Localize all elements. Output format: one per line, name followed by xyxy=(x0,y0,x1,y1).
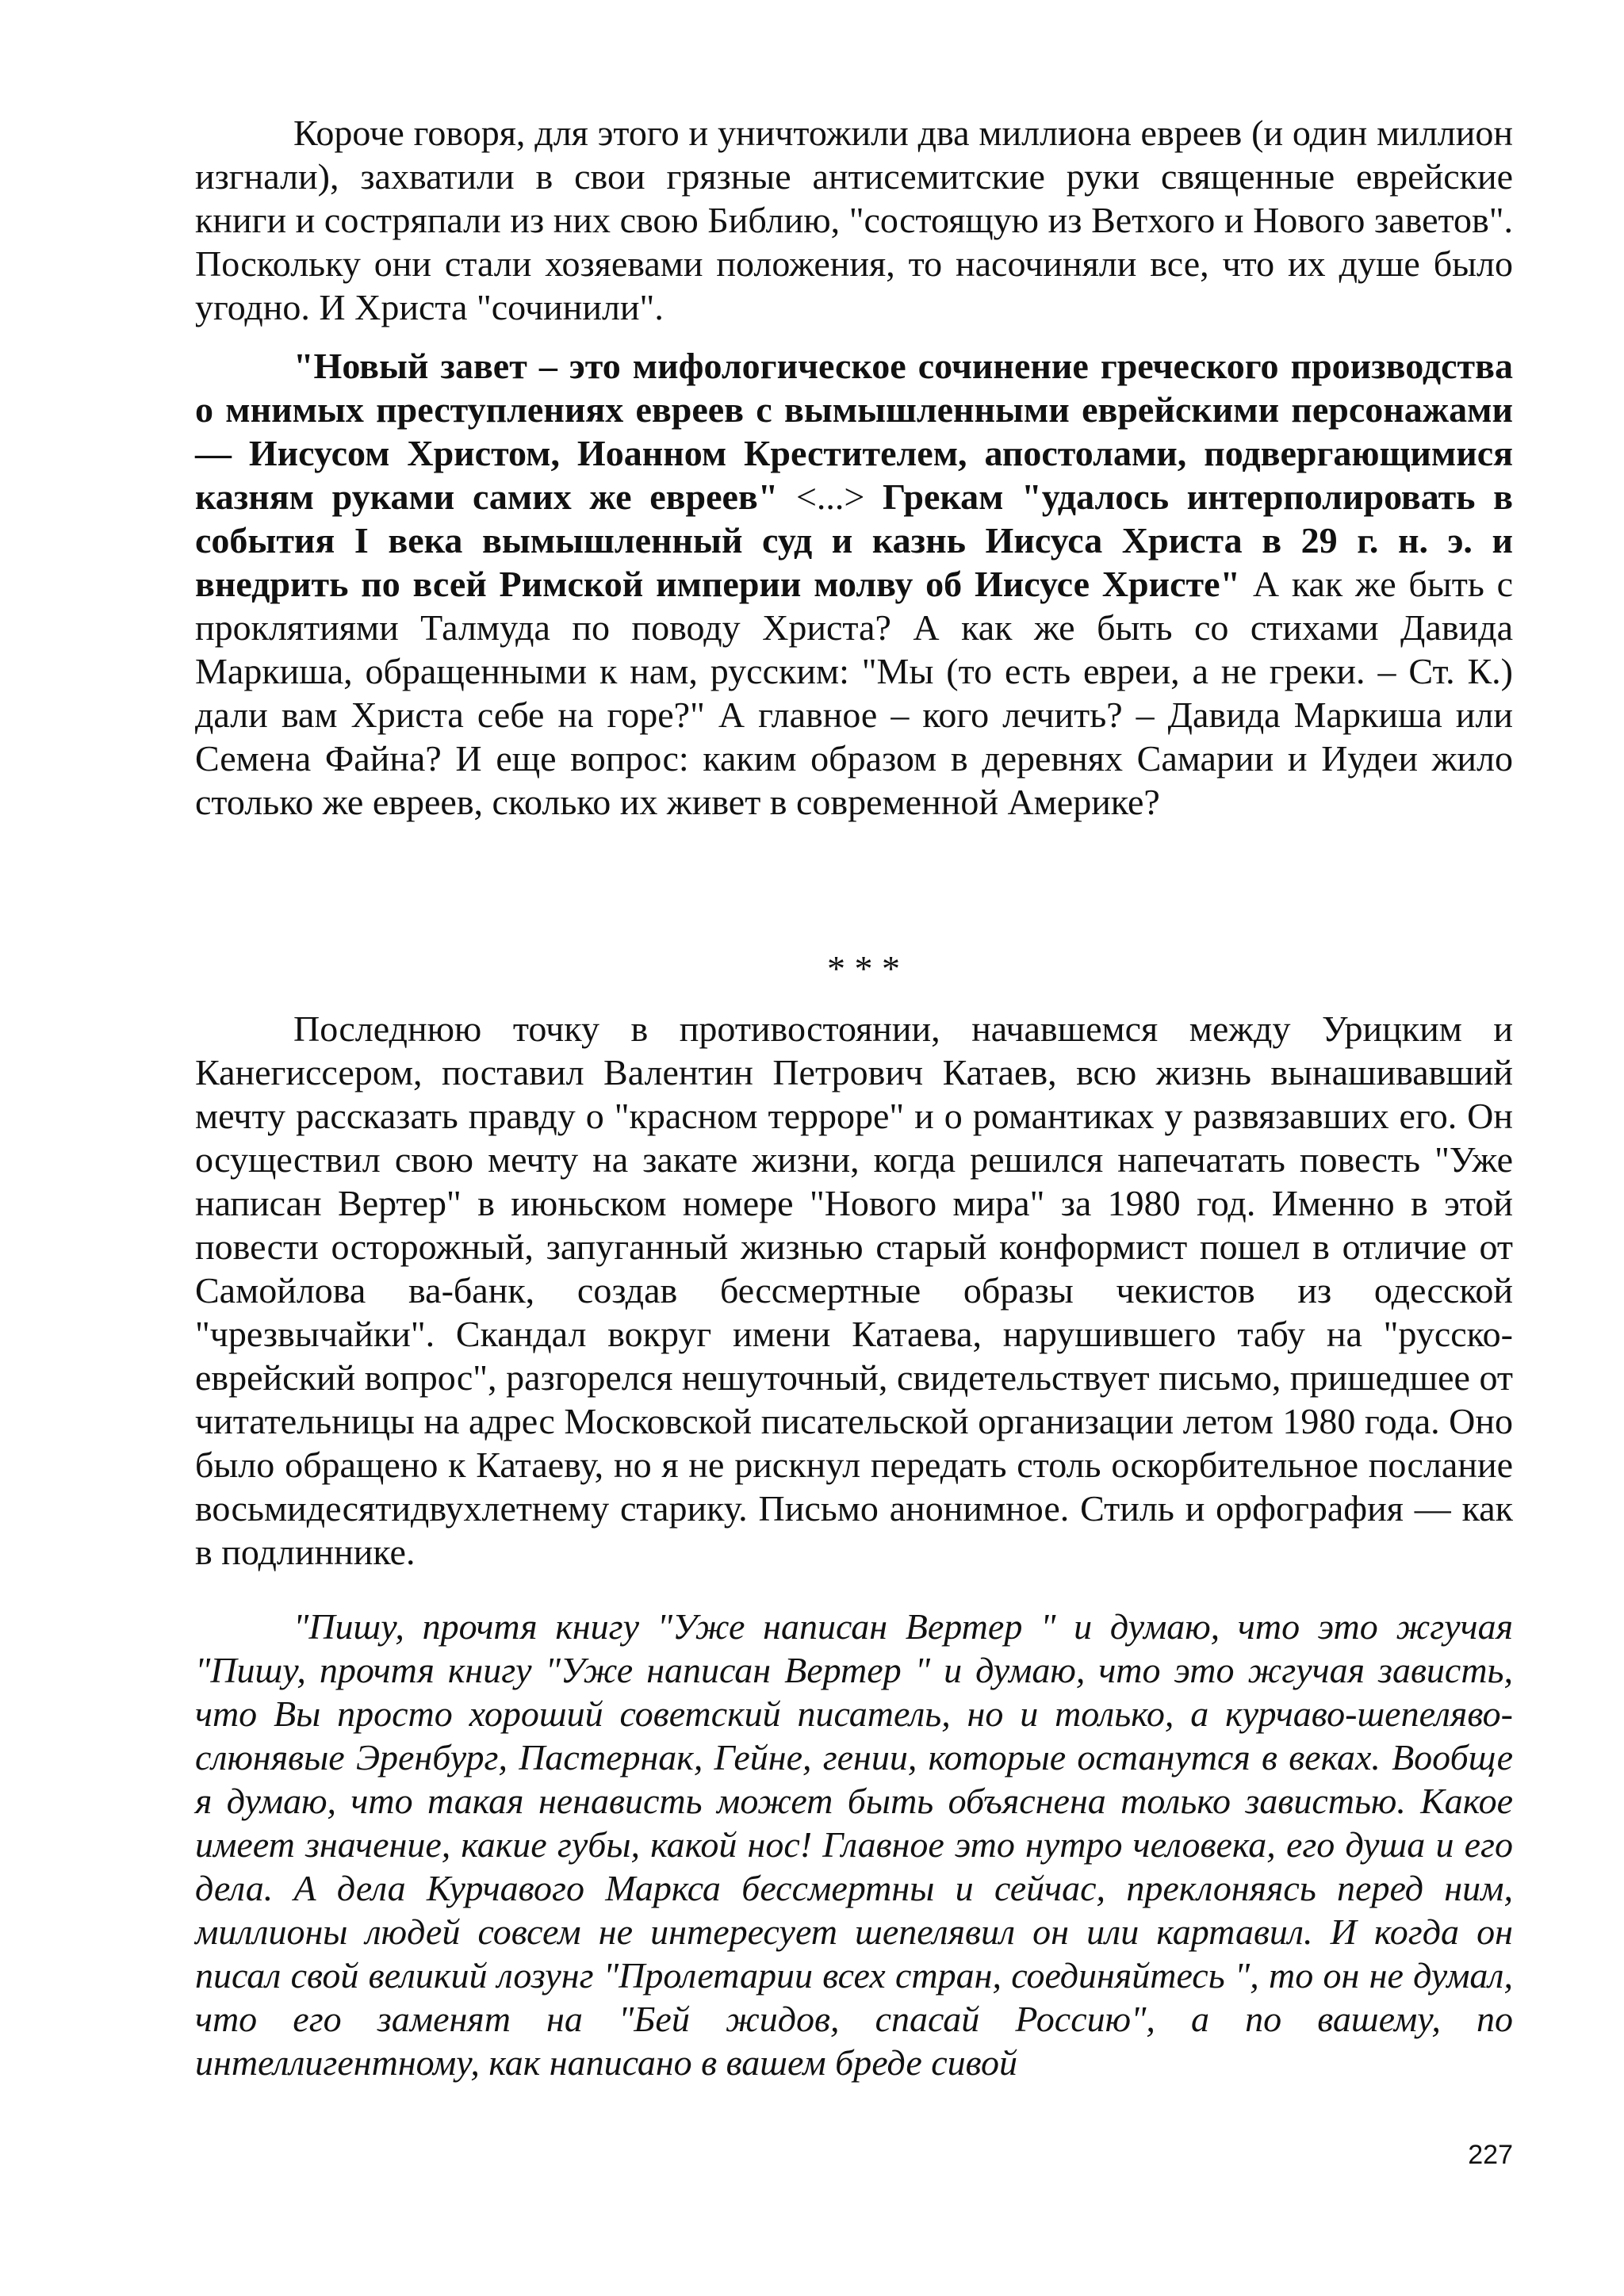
ellipsis-marker: <...> xyxy=(778,476,883,517)
paragraph-3-text: Последнюю точку в противостоянии, начавшемся между Урицким и Канегиссером, поставил Валентин Петрович Катаев, всю жизнь вынашивавший мечту рассказать правду о "красном терроре" и о романтиках у развязавших его. Он осуществил свою мечту на закате жизни, когда решился напечатать повесть "Уже написан Вертер" в июньском номере "Нового мира" за 1980 год. Именно в этой повести осторожный, запуганный жизнью старый конформист пошел в отличие от Самойлова ва-банк, создав бессмертные образы чекистов из одесской "чрезвычайки". Скандал вокруг имени Катаева, нарушившего табу на "русско-еврейский вопрос", разгорелся нешуточный, свидетельствует письмо, пришедшее от читательницы на адрес Московской писательской организации летом 1980 года. Оно было обращено к Катаеву, но я не рискнул передать столь оскорбительное послание восьмидесятидвухлетнему старику. Письмо анонимное. Стиль и орфография — как в подлиннике. xyxy=(195,1008,1513,1572)
letter-quote-text: "Пишу, прочтя книгу "Уже написан Вертер " и думаю, что это жгучая "Пишу, прочтя книгу "Уже написан Вертер " и думаю, что это жгучая зависть, что Вы просто хороший советский писатель, но и только, а курчаво-шепеляво-слюнявые Эренбург, Пастернак, Гейне, гении, которые останутся в веках. Вообще я думаю, что такая ненависть может быть объяснена только завистью. Какое имеет значение, какие губы, какой нос! Главное это нутро человека, его душа и его дела. А дела Курчавого Маркса бессмертны и сейчас, преклоняясь перед ним, миллионы людей совсем не интересует шепелявил он или картавил. И когда он писал свой великий лозунг "Пролетарии всех стран, соединяйтесь ", то он не думал, что его заменят на "Бей жидов, спасай Россию", а по вашему, по интеллигентному, как написано в вашем бреде сивой xyxy=(195,1606,1513,2083)
paragraph-2 xyxy=(195,344,1513,824)
letter-quote xyxy=(195,1605,1513,2084)
paragraph-1 xyxy=(195,111,1513,329)
paragraph-3 xyxy=(195,1007,1513,1574)
page-number: 227 xyxy=(1468,2140,1513,2170)
paragraph-2-continuation: А как же быть с проклятиями Талмуда по поводу Христа? А как же быть со стихами Давида Маркиша, обращенными к нам, русским: "Мы (то есть евреи, а не греки. – Ст. К.) дали вам Христа себе на горе?" А главное – кого лечить? – Давида Маркиша или Семена Файна? И еще вопрос: каким образом в деревнях Самарии и Иудеи жило столько же евреев, сколько их живет в современной Америке? xyxy=(195,564,1514,822)
quote-bold-2: Грекам "удалось интерполировать в события I века вымышленный суд и казнь Иисуса Христа в 29 г. н. э. и внедрить по всей Римской империи молву об Иисусе Христе" xyxy=(195,476,1513,604)
section-separator: * * * xyxy=(827,948,900,989)
quote-bold-1: "Новый завет – это мифологическое сочинение греческого производства о мнимых преступлениях евреев с вымышленными еврейскими персонажами — Иисусом Христом, Иоанном Крестителем, апостолами, подвергающимися казням руками самих же евреев" xyxy=(195,346,1513,517)
paragraph-2-text xyxy=(195,344,1513,824)
paragraph-1-text: Короче говоря, для этого и уничтожили два миллиона евреев (и один миллион изгнали), захватили в свои грязные антисемитские руки священные еврейские книги и состряпали из них свою Библию, "состоящую из Ветхого и Нового заветов". Поскольку они стали хозяевами положения, то насочиняли все, что их душе было угодно. И Христа "сочинили". xyxy=(195,113,1513,327)
